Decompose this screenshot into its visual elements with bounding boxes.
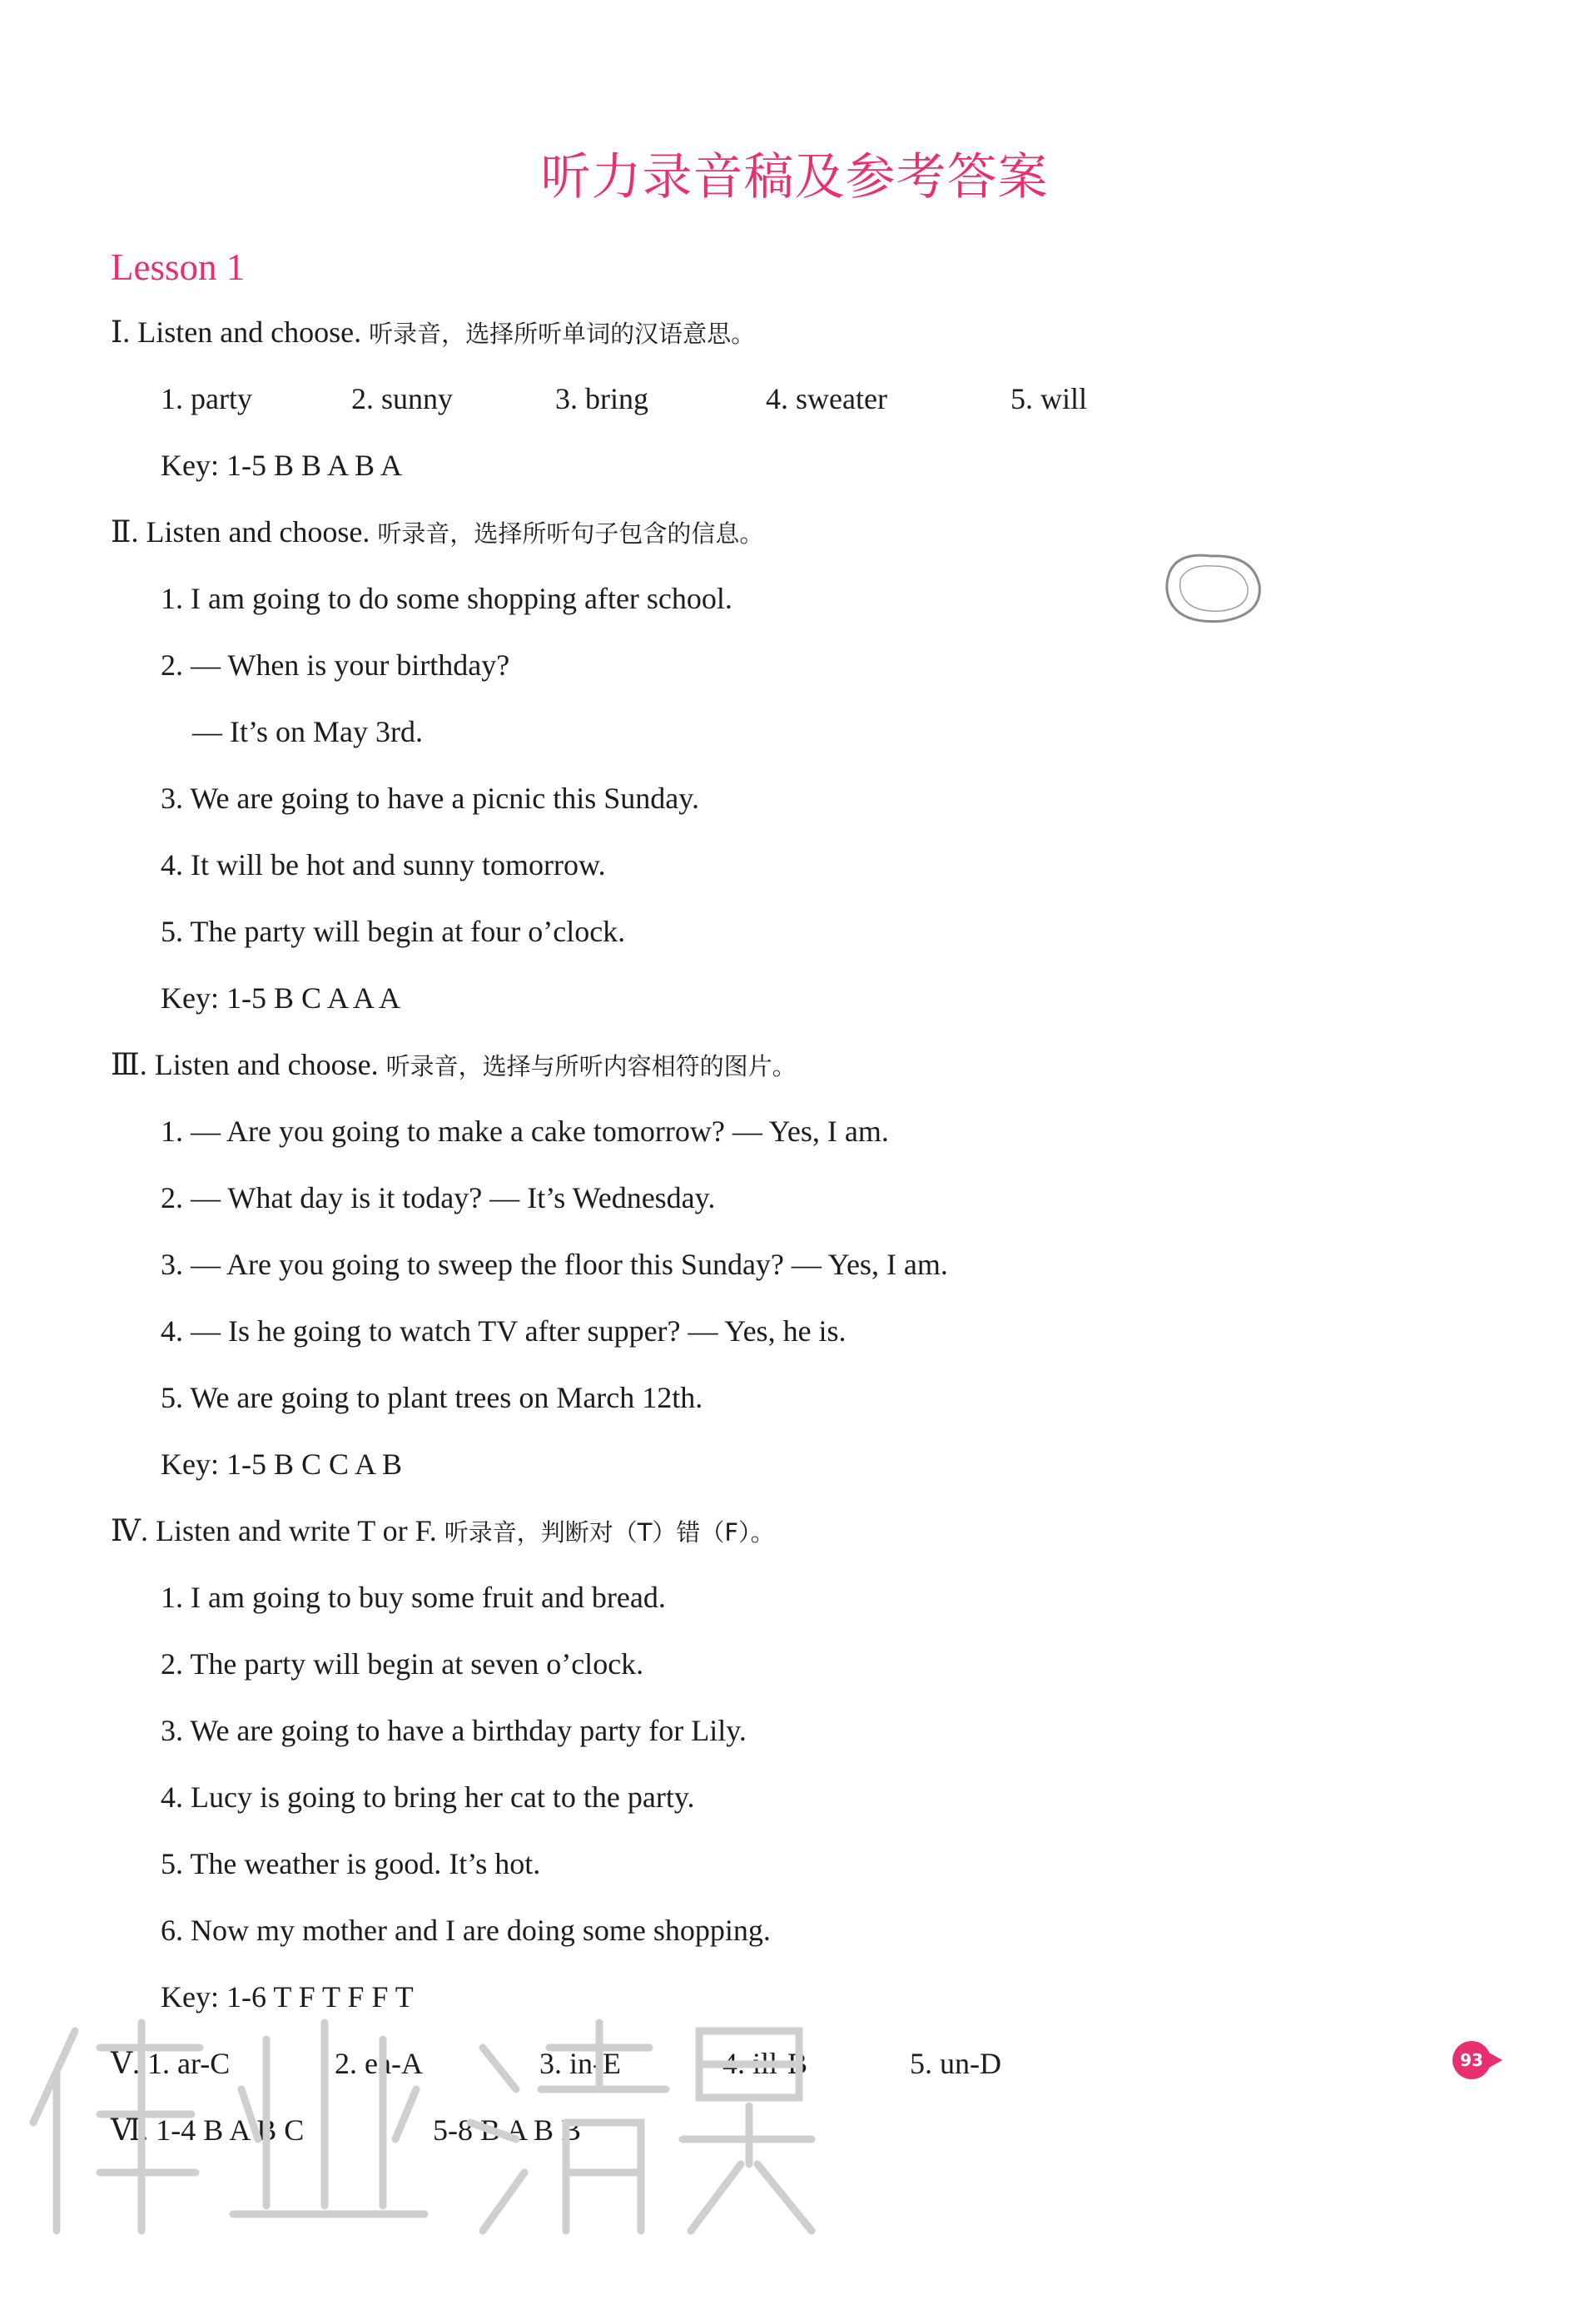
section-3-heading-en: Ⅲ. Listen and choose. [111,1048,379,1081]
section-3-item: 3. — Are you going to sweep the floor this Sunday? — Yes, I am. [161,1248,948,1281]
page-title: 听力录音稿及参考答案 [540,150,1049,205]
word-1: 1. party [161,382,252,415]
section-4-item: 5. The weather is good. It’s hot. [161,1847,541,1880]
word-5: 5. will [1011,382,1088,415]
section-6-part-2: 5-8 B A B B [433,2113,582,2147]
section-5-answer: 4. ill-B [722,2047,808,2080]
stamp-icon [1161,548,1265,627]
section-5-label: Ⅴ. 1. ar-C [111,2047,231,2080]
section-4-item: 1. I am going to buy some fruit and bread. [161,1581,666,1614]
section-4-item: 6. Now my mother and I are doing some shopping. [161,1914,771,1947]
section-2-heading [111,514,763,552]
section-1-heading [111,314,755,352]
section-1-word-row [0,380,1589,417]
section-5-answer: 5. un-D [910,2047,1001,2080]
section-2-item: 3. We are going to have a picnic this Sunday. [161,782,699,815]
section-4-heading [111,1512,775,1551]
section-2-item: — It’s on May 3rd. [192,715,423,748]
section-1-heading-en: Ⅰ. Listen and choose. [111,315,362,349]
section-2-item: 5. The party will begin at four o’clock. [161,915,626,948]
section-6-part-1: Ⅵ. 1-4 B A B C [111,2113,305,2147]
watermark-icon [17,1998,816,2247]
section-1-key: Key: 1-5 B B A B A [161,449,403,482]
section-2-item: 1. I am going to do some shopping after school. [161,582,732,615]
section-4-key: Key: 1-6 T F T F F T [161,1980,414,2014]
lesson-title: Lesson 1 [111,246,246,288]
section-2-heading-en: Ⅱ. Listen and choose. [111,515,370,549]
section-3-item: 2. — What day is it today? — It’s Wednesday. [161,1181,716,1214]
section-3-item: 1. — Are you going to make a cake tomorrow? — Yes, I am. [161,1115,889,1148]
section-2-heading-zh: 听录音，选择所听句子包含的信息。 [377,519,764,548]
section-3-heading [111,1046,797,1085]
section-4-item: 2. The party will begin at seven o’clock. [161,1647,644,1681]
word-4: 4. sweater [766,382,887,415]
section-4-heading-en: Ⅳ. Listen and write T or F. [111,1514,437,1547]
section-4-item: 3. We are going to have a birthday party for Lily. [161,1714,747,1747]
section-2-item: 4. It will be hot and sunny tomorrow. [161,848,606,881]
section-3-heading-zh: 听录音，选择与所听内容相符的图片。 [385,1052,797,1080]
section-2-key: Key: 1-5 B C A A A [161,981,401,1015]
word-3: 3. bring [555,382,648,415]
section-4-item: 4. Lucy is going to bring her cat to the party. [161,1780,695,1814]
word-2: 2. sunny [351,382,454,415]
page-number-badge: 93 [1452,2041,1491,2079]
section-3-key: Key: 1-5 B C C A B [161,1448,403,1481]
section-4-heading-zh: 听录音，判断对（T）错（F）。 [444,1518,775,1547]
section-3-item: 4. — Is he going to watch TV after supper? — Yes, he is. [161,1314,847,1348]
section-5-answer: 2. ea-A [335,2047,423,2080]
section-1-heading-zh: 听录音，选择所听单词的汉语意思。 [369,320,756,348]
section-3-item: 5. We are going to plant trees on March 12th. [161,1381,703,1414]
section-2-item: 2. — When is your birthday? [161,648,510,682]
section-5-answer: 3. in-E [539,2047,621,2080]
